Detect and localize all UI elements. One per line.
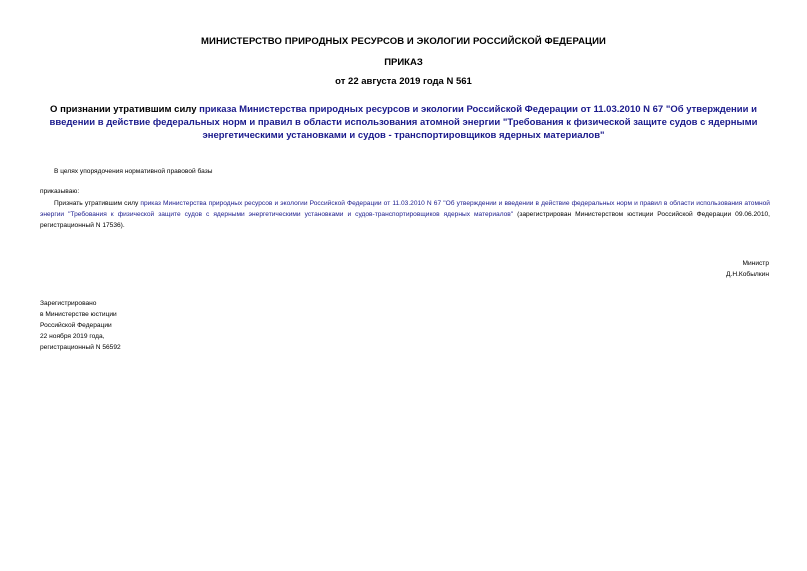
title-link[interactable]: приказа Министерства природных ресурсов и экологии Российской Федерации от 11.03.2010 N 67 "Об утверждении и введении в действие федеральных норм и правил в области использования атомной энергии "Требования к физической защите судов с ядерными энергетическими установками и судов - транспортировщиков ядерных материалов" [49, 104, 758, 141]
signer-position: Министр [742, 260, 769, 267]
paragraph-link[interactable]: приказ Министерства природных ресурсов и экологии Российской Федерации от 11.03.2010 N 67 "Об утверждении и введении в действие федеральных норм и правил в области использования атомной энергии "Требования к физической защите судов с ядерными энергетическими установками и судов-транспортировщиков ядерных материалов" [40, 200, 770, 218]
registration-line: в Министерстве юстиции [40, 311, 117, 318]
body-paragraph [40, 198, 770, 231]
registration-line: Зарегистрировано [40, 300, 97, 307]
registration-block [40, 298, 121, 353]
registration-line: 22 ноября 2019 года, [40, 333, 105, 340]
paragraph-prefix: Признать утратившим силу [54, 200, 141, 207]
order-word: приказываю: [40, 188, 80, 195]
document-title [40, 103, 767, 142]
signature-block [726, 258, 769, 280]
preamble-text: В целях упорядочения нормативной правовой базы [54, 168, 213, 175]
ministry-name: МИНИСТЕРСТВО ПРИРОДНЫХ РЕСУРСОВ И ЭКОЛОГИИ РОССИЙСКОЙ ФЕДЕРАЦИИ [201, 36, 606, 47]
registration-line: регистрационный N 56592 [40, 344, 121, 351]
registration-line: Российской Федерации [40, 322, 112, 329]
title-prefix: О признании утратившим силу [50, 104, 200, 115]
signer-name: Д.Н.Кобылкин [726, 271, 769, 278]
document-type: ПРИКАЗ [384, 57, 423, 68]
paragraph-suffix: (зарегистрирован Министерством юстиции Российской Федерации 09.06.2010, регистрационный N 17536). [40, 211, 770, 229]
document-date: от 22 августа 2019 года N 561 [335, 76, 472, 87]
